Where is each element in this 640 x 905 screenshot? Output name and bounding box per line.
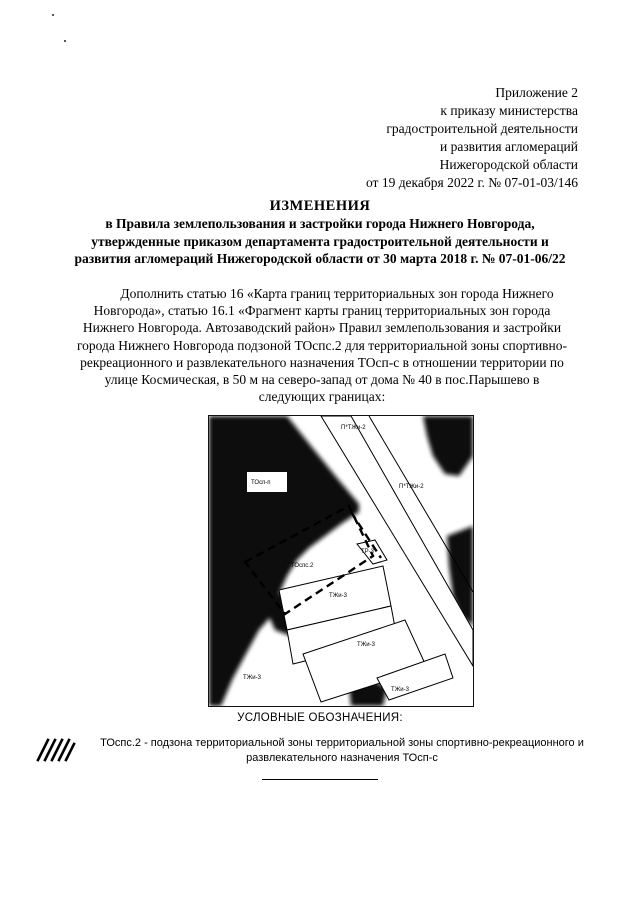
zone-label-tzh-d: ТЖи-3 xyxy=(391,687,409,693)
appendix-line-5: Нижегородской области xyxy=(439,157,578,172)
subtitle-line-1: в Правила землепользования и застройки города Нижнего Новгорода, xyxy=(105,216,535,231)
appendix-line-2: к приказу министерства xyxy=(440,103,578,118)
zone-label-ptzh-top: П*ТЖи-2 xyxy=(341,425,366,431)
subtitle-line-3: развития агломераций Нижегородской области от 30 марта 2018 г. № 07-01-06/22 xyxy=(74,251,566,266)
body-line-1: Дополнить статью 16 «Карта границ территориальных зон города Нижнего xyxy=(120,286,554,301)
appendix-line-3: градостроительной деятельности xyxy=(386,121,578,136)
scan-speck-1 xyxy=(52,14,54,16)
appendix-line-4: и развития агломераций xyxy=(439,139,578,154)
scan-speck-2 xyxy=(64,40,66,42)
legend-line-1: ТОспс.2 - подзона территориальной зоны территориальной зоны спортивно-рекреационного и xyxy=(100,737,584,749)
zone-label-tosps2: ТОспс.2 xyxy=(291,563,314,569)
zone-label-tzh-c: ТЖи-3 xyxy=(243,675,261,681)
closing-rule xyxy=(262,779,378,780)
zone-map xyxy=(208,415,474,707)
appendix-line-1: Приложение 2 xyxy=(495,85,578,100)
legend-item xyxy=(36,736,606,770)
body-line-6: улице Космическая, в 50 м на северо-запад от дома № 40 в пос.Парышево в xyxy=(104,372,540,388)
zone-label-ptzh-right: П*ТЖи-2 xyxy=(399,484,424,490)
zone-label-tzh-b: ТЖи-3 xyxy=(357,642,375,648)
body-line-5: рекреационного и развлекательного назначения ТОсп-с в отношении территории по xyxy=(80,354,564,370)
body-line-7: следующих границах: xyxy=(258,389,386,405)
body-paragraph xyxy=(58,285,586,405)
document-subtitle xyxy=(30,215,610,268)
body-line-3: Нижнего Новгорода. Автозаводский район» Правил землепользования и застройки xyxy=(82,320,562,336)
legend-description xyxy=(82,736,602,766)
body-line-2: Новгорода», статью 16.1 «Фрагмент карты границ территориальных зон города xyxy=(93,303,551,319)
hatch-pattern-icon xyxy=(36,738,76,762)
appendix-line-6: от 19 декабря 2022 г. № 07-01-03/146 xyxy=(365,175,578,190)
legend-line-2: развлекательного назначения ТОсп-с xyxy=(246,752,438,764)
appendix-block xyxy=(366,84,578,192)
document-title: ИЗМЕНЕНИЯ xyxy=(269,198,371,214)
subtitle-line-2: утвержденные приказом департамента градостроительной деятельности и xyxy=(91,233,549,249)
legend-title: УСЛОВНЫЕ ОБОЗНАЧЕНИЯ: xyxy=(237,712,403,724)
zone-label-tosp: ТОсп-п xyxy=(251,480,271,486)
body-line-4: города Нижнего Новгорода подзоной ТОспс.2 для территориальной зоны спортивно- xyxy=(76,337,568,353)
zone-label-tzh-a: ТЖи-3 xyxy=(329,593,347,599)
zone-map-svg xyxy=(209,416,473,706)
zone-label-tr: ТР-3 xyxy=(361,549,375,555)
